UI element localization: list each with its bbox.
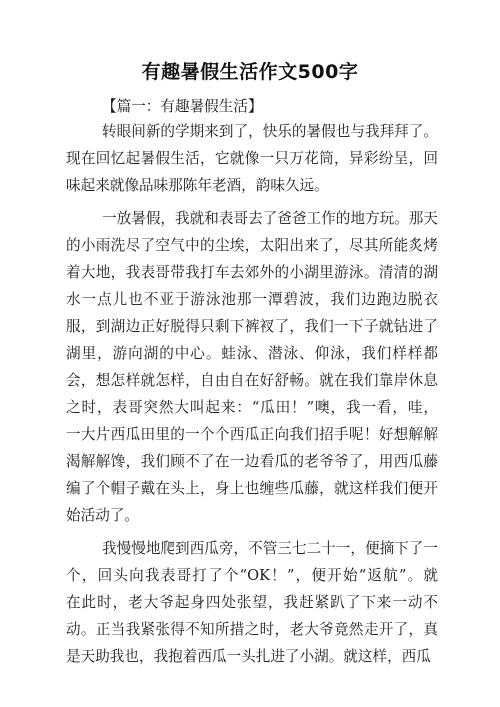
paragraph-line: 编了个帽子戴在头上，身上也缠些瓜藤，就这样我们便开 — [66, 480, 438, 497]
paragraph-line: 之时，表哥突然大叫起来：“瓜田！”噢，我一看，哇， — [66, 399, 438, 416]
paragraph-line: 个，回头向我表哥打了个“OK！”，便开始“返航”。就 — [66, 567, 438, 584]
paragraph-list — [66, 118, 438, 670]
section-heading: 【篇一：有趣暑假生活】 — [102, 98, 263, 115]
paragraph — [66, 118, 438, 199]
paragraph-line: 服，到湖边正好脱得只剩下裤衩了，我们一下子就钻进了 — [66, 318, 438, 335]
paragraph-line: 湖里，游向湖的中心。蛙泳、潜泳、仰泳，我们样样都 — [66, 345, 438, 362]
paragraph-line: 会，想怎样就怎样，自由自在好舒畅。就在我们靠岸休息 — [66, 372, 438, 389]
paragraph — [66, 205, 438, 529]
page-title: 有趣暑假生活作文500字 — [141, 61, 359, 83]
paragraph-line: 我慢慢地爬到西瓜旁，不管三七二十一，便摘下了一 — [102, 540, 438, 557]
paragraph-line: 在此时，老大爷起身四处张望，我赶紧趴了下来一动不 — [66, 594, 438, 611]
paragraph-line: 始活动了。 — [66, 507, 139, 524]
paragraph-line: 味起来就像品味那陈年老酒，韵味久远。 — [66, 177, 329, 194]
paragraph-line: 的小雨洗尽了空气中的尘埃，太阳出来了，尽其所能炙烤 — [66, 237, 438, 254]
paragraph-line: 转眼间新的学期来到了，快乐的暑假也与我拜拜了。 — [102, 123, 438, 140]
paragraph — [66, 535, 438, 670]
paragraph-line: 动。正当我紧张得不知所措之时，老大爷竟然走开了，真 — [66, 621, 438, 638]
paragraph-line: 水一点儿也不亚于游泳池那一潭碧波，我们边跑边脱衣 — [66, 291, 438, 308]
article-body — [66, 96, 438, 670]
paragraph-line: 一大片西瓜田里的一个个西瓜正向我们招手呢！好想解解 — [66, 426, 438, 443]
paragraph-line: 现在回忆起暑假生活，它就像一只万花筒，异彩纷呈，回 — [66, 150, 438, 167]
paragraph-line: 一放暑假，我就和表哥去了爸爸工作的地方玩。那天 — [102, 210, 438, 227]
paragraph-line: 着大地，我表哥带我打车去郊外的小湖里游泳。清清的湖 — [66, 264, 438, 281]
paragraph-line: 渴解解馋，我们顾不了在一边看瓜的老爷爷了，用西瓜藤 — [66, 453, 438, 470]
paragraph-line: 是天助我也，我抱着西瓜一头扎进了小湖。就这样，西瓜 — [66, 648, 431, 665]
